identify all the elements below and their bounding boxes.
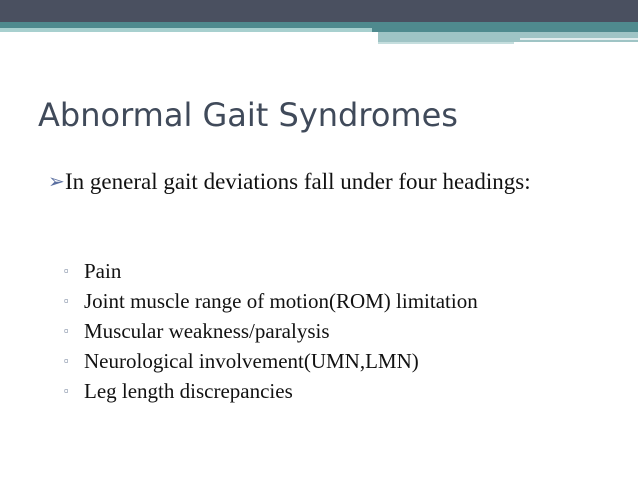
sub-bullet-text: Joint muscle range of motion(ROM) limitation xyxy=(84,289,478,313)
sub-bullet-text: Leg length discrepancies xyxy=(84,379,293,403)
header-band-right xyxy=(378,32,638,42)
header-band-light xyxy=(0,28,372,32)
header-band-line xyxy=(378,42,514,44)
arrow-bullet-icon: ➢ xyxy=(48,171,65,193)
square-bullet-icon: ▫ xyxy=(64,263,69,278)
main-bullet xyxy=(48,166,548,198)
sub-bullet-item xyxy=(64,256,478,286)
sub-bullet-text: Pain xyxy=(84,259,122,283)
sub-bullet-text: Neurological involvement(UMN,LMN) xyxy=(84,349,419,373)
square-bullet-icon: ▫ xyxy=(64,383,69,398)
sub-bullet-item xyxy=(64,376,478,406)
square-bullet-icon: ▫ xyxy=(64,293,69,308)
slide-title: Abnormal Gait Syndromes xyxy=(38,96,458,134)
sub-bullet-item xyxy=(64,346,478,376)
sub-bullet-text: Muscular weakness/paralysis xyxy=(84,319,330,343)
main-bullet-text: In general gait deviations fall under four headings: xyxy=(65,169,531,194)
square-bullet-icon: ▫ xyxy=(64,323,69,338)
sub-bullet-list xyxy=(64,256,478,406)
header-band-dark xyxy=(0,0,638,22)
square-bullet-icon: ▫ xyxy=(64,353,69,368)
sub-bullet-item xyxy=(64,316,478,346)
sub-bullet-item xyxy=(64,286,478,316)
header-band-line-highlight xyxy=(520,38,638,40)
